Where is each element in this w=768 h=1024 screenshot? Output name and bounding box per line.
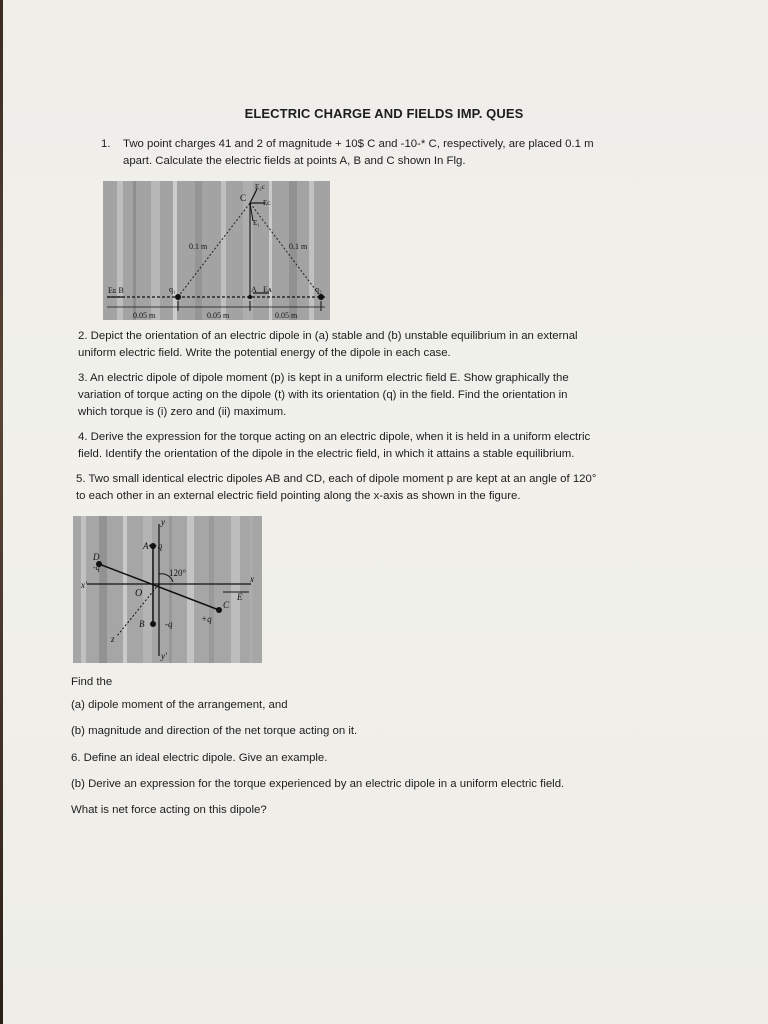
fig1-segment-3: 0.05 m bbox=[275, 311, 298, 320]
question-1-line-2: apart. Calculate the electric fields at points A, B and C shown In Flg. bbox=[123, 155, 466, 167]
question-3-line-3: which torque is (i) zero and (ii) maximum. bbox=[78, 406, 287, 418]
find-part-a: (a) dipole moment of the arrangement, and bbox=[71, 699, 288, 711]
question-5-line-1: 5. Two small identical electric dipoles AB and CD, each of dipole moment p are kept at an angle of 120° bbox=[76, 473, 597, 485]
page-edge-shadow bbox=[0, 0, 3, 1024]
fig1-segment-2: 0.05 m bbox=[207, 311, 230, 320]
page-title: ELECTRIC CHARGE AND FIELDS IMP. QUES bbox=[244, 106, 524, 121]
fig2-label-x: x bbox=[250, 574, 254, 584]
fig2-label-D-charge: -q bbox=[93, 563, 100, 572]
fig2-label-D: D bbox=[93, 552, 100, 562]
fig1-label-EA-baseline: Eᴀ bbox=[263, 285, 272, 294]
fig1-label-EB: Eᴇ B bbox=[108, 286, 124, 295]
question-5-line-2: to each other in an external electric field pointing along the x-axis as shown in the figure. bbox=[76, 490, 521, 502]
fig2-label-C-charge: +q bbox=[201, 614, 212, 624]
fig2-label-E: E bbox=[237, 592, 243, 602]
figure-1-charges-diagram bbox=[103, 181, 330, 320]
fig2-label-y-prime: y' bbox=[161, 651, 167, 661]
fig1-distance-right: 0.1 m bbox=[289, 242, 308, 251]
fig1-label-q2: q₂ bbox=[315, 285, 322, 294]
find-intro: Find the bbox=[71, 676, 113, 688]
fig1-distance-left: 0.1 m bbox=[189, 242, 208, 251]
fig2-label-x-prime: x' bbox=[81, 580, 87, 590]
fig2-origin: O bbox=[135, 588, 143, 599]
fig1-label-EC: Eᴄ bbox=[263, 199, 271, 207]
fig1-label-A: A bbox=[251, 285, 257, 294]
fig1-label-EBC: E₂c bbox=[255, 183, 265, 191]
question-1-number: 1. bbox=[101, 138, 111, 150]
question-6-part-b: (b) Derive an expression for the torque experienced by an electric dipole in a uniform electric field. bbox=[71, 778, 565, 790]
question-2-line-1: 2. Depict the orientation of an electric dipole in (a) stable and (b) unstable equilibrium in an external bbox=[78, 330, 578, 342]
fig2-label-C: C bbox=[223, 600, 230, 610]
fig2-label-z: z bbox=[111, 634, 115, 644]
question-6: 6. Define an ideal electric dipole. Give an example. bbox=[71, 752, 328, 764]
fig2-label-A: A•+q bbox=[143, 541, 163, 551]
fig2-label-B: B bbox=[139, 619, 145, 629]
fig1-segment-1: 0.05 m bbox=[133, 311, 156, 320]
figure-2-dipoles-diagram bbox=[73, 516, 262, 663]
question-4-line-2: field. Identify the orientation of the dipole in the electric field, in which it attains a stable equilibrium. bbox=[78, 448, 575, 460]
fig2-label-B-charge: -q bbox=[165, 619, 173, 629]
fig1-label-q1: q₁ bbox=[169, 285, 176, 294]
question-1-line-1: Two point charges 41 and 2 of magnitude + 10$ C and -10-* C, respectively, are placed 0.1 m bbox=[123, 138, 594, 150]
fig2-angle: 120° bbox=[169, 568, 187, 578]
question-4-line-1: 4. Derive the expression for the torque acting on an electric dipole, when it is held in a uniform electric bbox=[78, 431, 591, 443]
fig1-label-C: C bbox=[240, 193, 247, 203]
question-3-line-1: 3. An electric dipole of dipole moment (p) is kept in a uniform electric field E. Show graphically the bbox=[78, 372, 569, 384]
find-part-b: (b) magnitude and direction of the net torque acting on it. bbox=[71, 725, 358, 737]
question-2-line-2: uniform electric field. Write the potential energy of the dipole in each case. bbox=[78, 347, 451, 359]
question-6-part-c: What is net force acting on this dipole? bbox=[71, 804, 267, 816]
fig1-label-EA: E₁ bbox=[253, 219, 260, 227]
fig2-label-y: y bbox=[161, 517, 165, 527]
question-3-line-2: variation of torque acting on the dipole (t) with its orientation (q) in the field. Find the orientation in bbox=[78, 389, 568, 401]
